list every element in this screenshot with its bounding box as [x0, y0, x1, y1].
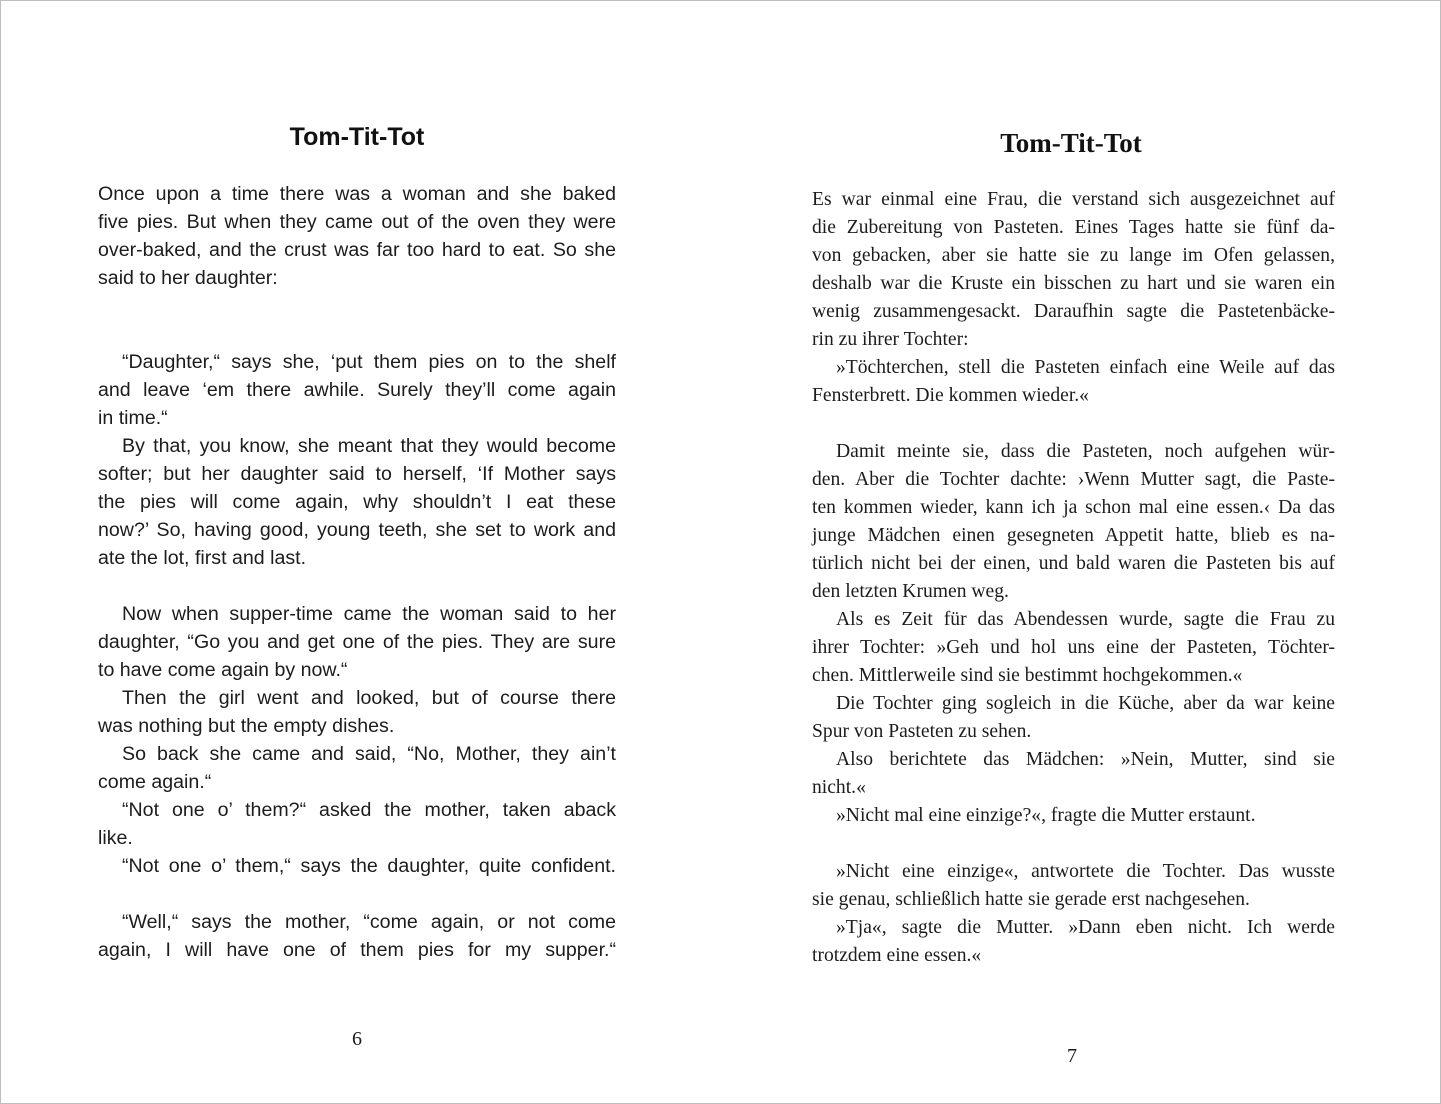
page-number: 7: [1067, 1045, 1077, 1067]
text-line: now?’ So, having good, young teeth, she set to work and: [98, 519, 616, 541]
text-line: Damit meinte sie, dass die Pasteten, noch aufgehen wür-: [836, 441, 1335, 462]
text-line: five pies. But when they came out of the oven they were: [98, 211, 616, 233]
text-line: the pies will come again, why shouldn’t I eat these: [98, 491, 616, 513]
text-line: daughter, “Go you and get one of the pies. They are sure: [98, 631, 616, 653]
text-line: over-baked, and the crust was far too hard to eat. So she: [98, 239, 616, 261]
text-line: Als es Zeit für das Abendessen wurde, sagte die Frau zu: [836, 609, 1335, 630]
text-line: »Töchterchen, stell die Pasteten einfach eine Weile auf das: [836, 357, 1335, 378]
text-line: sie genau, schließlich hatte sie gerade erst nachgesehen.: [812, 889, 1250, 910]
text-line: to have come again by now.“: [98, 659, 348, 681]
text-line: »Nicht eine einzige«, antwortete die Tochter. Das wusste: [836, 861, 1335, 882]
text-line: So back she came and said, “No, Mother, they ain’t: [122, 743, 616, 765]
text-line: junge Mädchen einen gesegneten Appetit hatte, blieb es na-: [812, 525, 1335, 546]
text-line: in time.“: [98, 407, 168, 429]
text-line: trotzdem eine essen.«: [812, 945, 982, 966]
text-line: Die Tochter ging sogleich in die Küche, aber da war keine: [836, 693, 1335, 714]
page-title: Tom-Tit-Tot: [289, 123, 425, 151]
text-line: nicht.«: [812, 777, 866, 798]
text-line: »Tja«, sagte die Mutter. »Dann eben nicht. Ich werde: [836, 917, 1335, 938]
text-line: ten kommen wieder, kann ich ja schon mal eine essen.‹ Da das: [812, 497, 1335, 518]
text-line: den. Aber die Tochter dachte: ›Wenn Mutter sagt, die Paste-: [812, 469, 1335, 490]
text-line: türlich nicht bei der einen, und bald waren die Pasteten bis auf: [812, 553, 1335, 574]
right-page: [721, 1, 1440, 1103]
text-line: said to her daughter:: [98, 267, 278, 289]
text-line: »Nicht mal eine einzige?«, fragte die Mutter erstaunt.: [836, 805, 1256, 826]
text-line: come again.“: [98, 771, 212, 793]
text-line: wenig zusammengesackt. Daraufhin sagte die Pastetenbäcke-: [812, 301, 1335, 322]
text-line: Spur von Pasteten zu sehen.: [812, 721, 1032, 742]
text-line: Then the girl went and looked, but of course there: [122, 687, 616, 709]
text-line: Es war einmal eine Frau, die verstand sich ausgezeichnet auf: [812, 189, 1335, 210]
text-line: den letzten Krumen weg.: [812, 581, 1009, 602]
text-line: die Zubereitung von Pasteten. Eines Tages hatte sie fünf da-: [812, 217, 1335, 238]
text-line: Once upon a time there was a woman and she baked: [98, 183, 616, 205]
text-line: was nothing but the empty dishes.: [98, 715, 395, 737]
text-line: again, I will have one of them pies for my supper.“: [98, 939, 616, 961]
left-page: [1, 1, 721, 1103]
page-title: Tom-Tit-Tot: [1000, 128, 1142, 158]
text-line: ate the lot, first and last.: [98, 547, 307, 569]
text-line: like.: [98, 827, 133, 849]
text-line: deshalb war die Kruste ein bisschen zu hart und sie waren ein: [812, 273, 1335, 294]
text-line: chen. Mittlerweile sind sie bestimmt hochgekommen.«: [812, 665, 1243, 686]
text-line: rin zu ihrer Tochter:: [812, 329, 969, 350]
text-line: softer; but her daughter said to herself, ‘If Mother says: [98, 463, 616, 485]
text-line: “Well,“ says the mother, “come again, or not come: [122, 911, 616, 933]
text-line: “Not one o’ them?“ asked the mother, taken aback: [122, 799, 616, 821]
text-line: “Not one o’ them,“ says the daughter, quite confident.: [122, 855, 616, 877]
page-number: 6: [352, 1028, 362, 1050]
text-line: von gebacken, aber sie hatte sie zu lange im Ofen gelassen,: [812, 245, 1335, 266]
text-line: and leave ‘em there awhile. Surely they’ll come again: [98, 379, 616, 401]
text-line: ihrer Tochter: »Geh und hol uns eine der Pasteten, Töchter-: [812, 637, 1335, 658]
text-line: “Daughter,“ says she, ‘put them pies on to the shelf: [122, 351, 616, 373]
text-line: Now when supper-time came the woman said to her: [122, 603, 616, 625]
text-line: By that, you know, she meant that they would become: [122, 435, 616, 457]
text-line: Also berichtete das Mädchen: »Nein, Mutter, sind sie: [836, 749, 1335, 770]
text-line: Fensterbrett. Die kommen wieder.«: [812, 385, 1089, 406]
